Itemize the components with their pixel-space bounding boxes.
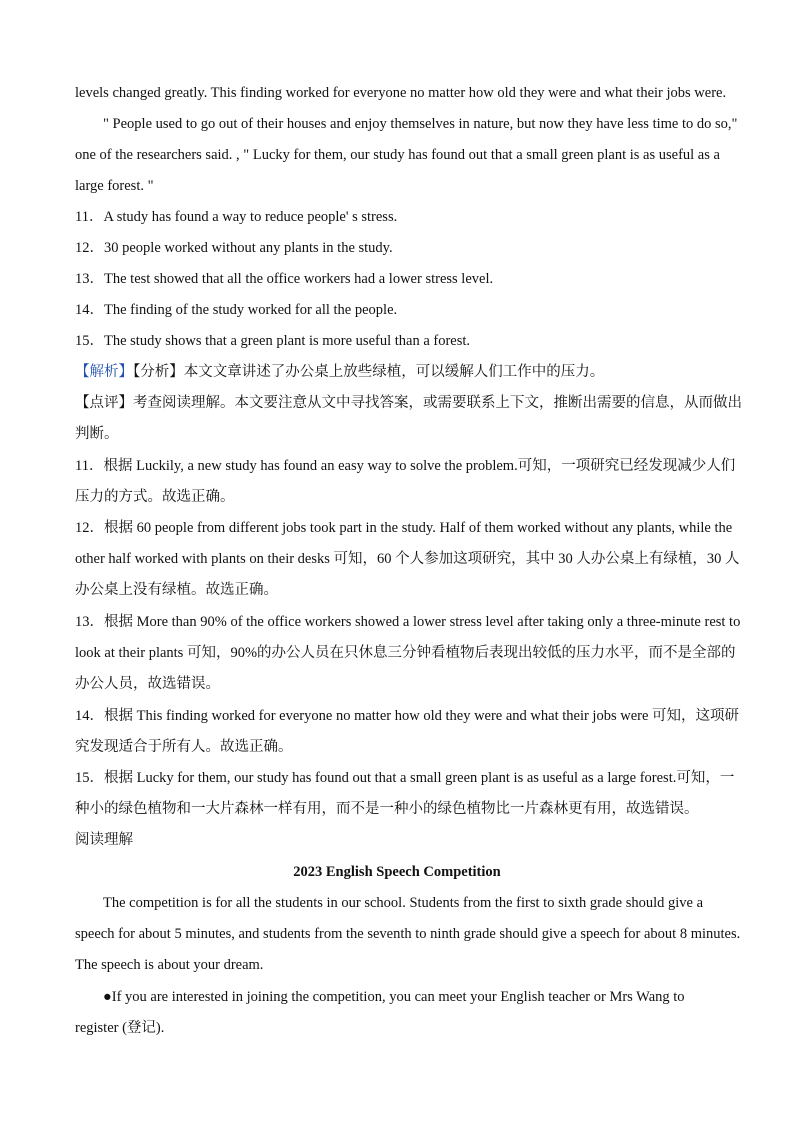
explanation-13: 13．根据 More than 90% of the office workers showed a lower stress level after taking only a three-minute rest to: [75, 614, 741, 630]
statement-12: 12．30 people worked without any plants in the study.: [75, 240, 393, 256]
passage-line: The competition is for all the students in our school. Students from the first to sixth grade should give a: [103, 895, 704, 911]
statement-14: 14．The finding of the study worked for all the people.: [75, 302, 398, 318]
analysis-tag: 【解析】: [75, 364, 133, 380]
explanation-13: 办公人员，故选错误。: [75, 676, 220, 692]
passage-title: 2023 English Speech Competition: [293, 864, 501, 880]
passage-line: speech for about 5 minutes, and students from the seventh to ninth grade should give a speech for about 8 minutes.: [75, 926, 741, 942]
quote-line: one of the researchers said. , " Lucky for them, our study has found out that a small green plant is as useful as a: [75, 147, 720, 163]
passage-line: The speech is about your dream.: [75, 957, 264, 973]
explanation-14: 14．根据 This finding worked for everyone no matter how old they were and what their jobs were 可知，这项研: [75, 708, 740, 724]
quote-line: large forest. ": [75, 178, 154, 194]
explanation-12: 12．根据 60 people from different jobs took part in the study. Half of them worked without any plants, while the: [75, 520, 733, 536]
bullet-line: ●If you are interested in joining the competition, you can meet your English teacher or Mrs Wang to: [103, 989, 685, 1005]
statement-15: 15．The study shows that a green plant is more useful than a forest.: [75, 333, 471, 349]
analysis-text: 【分析】本文文章讲述了办公桌上放些绿植，可以缓解人们工作中的压力。: [133, 364, 605, 380]
analysis-line: [75, 362, 604, 382]
explanation-13: look at their plants 可知，90%的办公人员在只休息三分钟看植物后表现出较低的压力水平，而不是全部的: [75, 645, 736, 661]
section-label: 阅读理解: [75, 832, 133, 848]
statement-11: 11．A study has found a way to reduce people' s stress.: [75, 209, 398, 225]
explanation-15: 种小的绿色植物和一大片森林一样有用，而不是一种小的绿色植物比一片森林更有用，故选错误。: [75, 801, 699, 817]
explanation-15: 15．根据 Lucky for them, our study has found out that a small green plant is as useful as a large forest.可知，一: [75, 770, 735, 786]
comment-line: 【点评】考查阅读理解。本文要注意从文中寻找答案，或需要联系上下文，推断出需要的信息，从而做出: [75, 395, 742, 411]
bullet-line: register (登记).: [75, 1020, 165, 1036]
explanation-11: 压力的方式。故选正确。: [75, 489, 235, 505]
quote-line: " People used to go out of their houses and enjoy themselves in nature, but now they have less time to do so,": [103, 116, 738, 132]
explanation-12: other half worked with plants on their desks 可知，60 个人参加这项研究，其中 30 人办公桌上有绿植，30 人: [75, 551, 740, 567]
explanation-11: 11．根据 Luckily, a new study has found an easy way to solve the problem.可知，一项研究已经发现减少人们: [75, 458, 736, 474]
statement-13: 13．The test showed that all the office workers had a lower stress level.: [75, 271, 494, 287]
explanation-14: 究发现适合于所有人。故选正确。: [75, 739, 293, 755]
explanation-12: 办公桌上没有绿植。故选正确。: [75, 582, 278, 598]
comment-line: 判断。: [75, 426, 119, 442]
passage-line: levels changed greatly. This finding worked for everyone no matter how old they were and what their jobs were.: [75, 85, 727, 101]
